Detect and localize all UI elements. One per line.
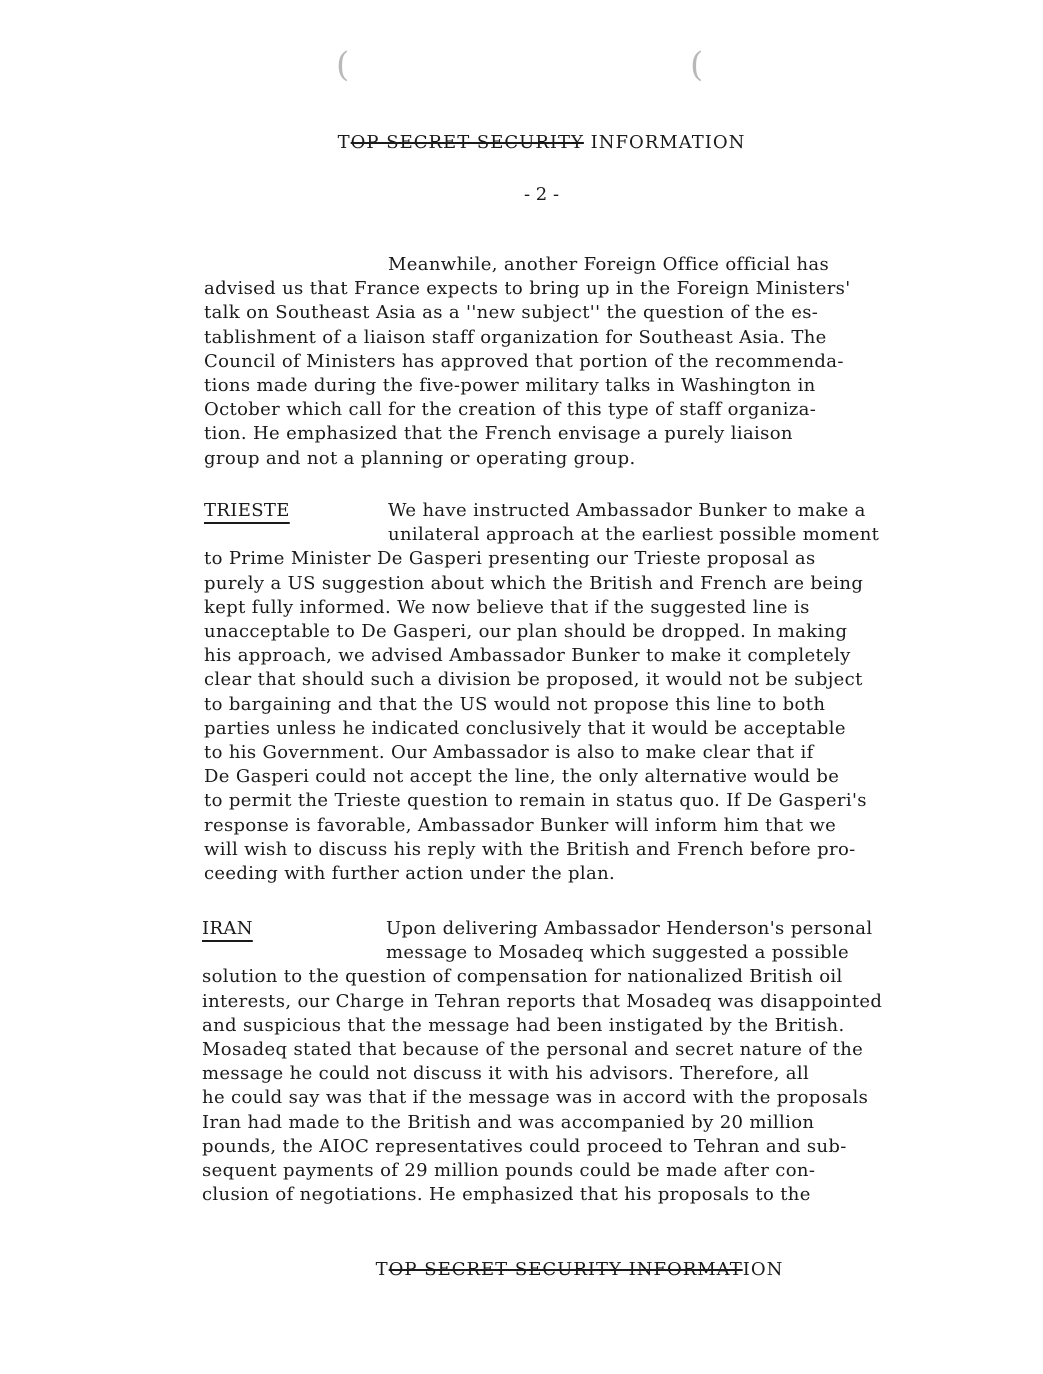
text-line: tablishment of a liaison staff organization for Southeast Asia. The: [204, 326, 827, 348]
classification-footer-start: T: [375, 1259, 389, 1280]
text-line: October which call for the creation of this type of staff organiza-: [204, 399, 817, 421]
classification-header-struck: OP SECRET SECURITY: [350, 132, 584, 153]
text-line: Mosadeq stated that because of the personal and secret nature of the: [202, 1039, 864, 1061]
text-line: interests, our Charge in Tehran reports that Mosadeq was disappointed: [202, 990, 883, 1012]
section-iran: [202, 917, 982, 1207]
text-line: unacceptable to De Gasperi, our plan should be dropped. In making: [204, 621, 848, 643]
text-line: Iran had made to the British and was accompanied by 20 million: [202, 1111, 815, 1133]
text-line: pounds, the AIOC representatives could proceed to Tehran and sub-: [202, 1135, 847, 1157]
text-line: clusion of negotiations. He emphasized that his proposals to the: [202, 1184, 811, 1206]
classification-header-start: T: [337, 132, 351, 153]
text-line: talk on Southeast Asia as a ''new subject'' the question of the es-: [204, 302, 819, 324]
text-line: unilateral approach at the earliest possible moment: [388, 524, 880, 546]
text-line: parties unless he indicated conclusively that it would be acceptable: [204, 717, 846, 739]
text-line: Upon delivering Ambassador Henderson's personal: [386, 918, 873, 939]
text-line: ceeding with further action under the plan.: [204, 863, 616, 885]
text-line: message he could not discuss it with his advisors. Therefore, all: [202, 1063, 810, 1085]
text-line: and suspicious that the message had been instigated by the British.: [202, 1014, 845, 1036]
text-line: Meanwhile, another Foreign Office official has: [388, 254, 830, 275]
section-heading-iran: IRAN: [202, 918, 253, 939]
text-line: tion. He emphasized that the French envisage a purely liaison: [204, 423, 793, 445]
text-line: advised us that France expects to bring up in the Foreign Ministers': [204, 278, 851, 300]
text-line: will wish to discuss his reply with the British and French before pro-: [204, 838, 856, 860]
section-trieste: [204, 499, 984, 886]
punch-mark-right: (: [690, 45, 704, 85]
text-line: he could say was that if the message was in accord with the proposals: [202, 1087, 869, 1109]
text-line: group and not a planning or operating group.: [204, 447, 636, 469]
text-line: We have instructed Ambassador Bunker to make a: [388, 500, 866, 521]
classification-footer-end: ION: [742, 1259, 784, 1280]
text-line: purely a US suggestion about which the British and French are being: [204, 572, 864, 594]
classification-header: [20, 134, 1043, 152]
classification-footer: [58, 1261, 1043, 1279]
classification-footer-struck: OP SECRET SECURITY INFORMAT: [388, 1259, 743, 1280]
text-line: De Gasperi could not accept the line, the only alternative would be: [204, 766, 840, 788]
text-line: sequent payments of 29 million pounds could be made after con-: [202, 1160, 816, 1182]
page-number: - 2 -: [523, 184, 560, 205]
text-line: solution to the question of compensation for nationalized British oil: [202, 966, 843, 988]
text-line: message to Mosadeq which suggested a possible: [386, 942, 850, 964]
text-line: his approach, we advised Ambassador Bunker to make it completely: [204, 645, 851, 667]
text-line: to Prime Minister De Gasperi presenting our Trieste proposal as: [204, 548, 816, 570]
paragraph-southeast-asia: [204, 253, 984, 471]
text-line: kept fully informed. We now believe that if the suggested line is: [204, 596, 810, 618]
text-line: Council of Ministers has approved that portion of the recommenda-: [204, 350, 844, 372]
punch-mark-left: (: [336, 45, 350, 85]
section-heading-trieste: TRIESTE: [204, 500, 290, 521]
classification-header-end: INFORMATION: [583, 132, 746, 153]
text-line: to bargaining and that the US would not propose this line to both: [204, 693, 826, 715]
text-line: tions made during the five-power military talks in Washington in: [204, 375, 816, 397]
text-line: to permit the Trieste question to remain in status quo. If De Gasperi's: [204, 790, 867, 812]
text-line: clear that should such a division be proposed, it would not be subject: [204, 669, 863, 691]
text-line: response is favorable, Ambassador Bunker will inform him that we: [204, 814, 837, 836]
text-line: to his Government. Our Ambassador is also to make clear that if: [204, 742, 814, 764]
